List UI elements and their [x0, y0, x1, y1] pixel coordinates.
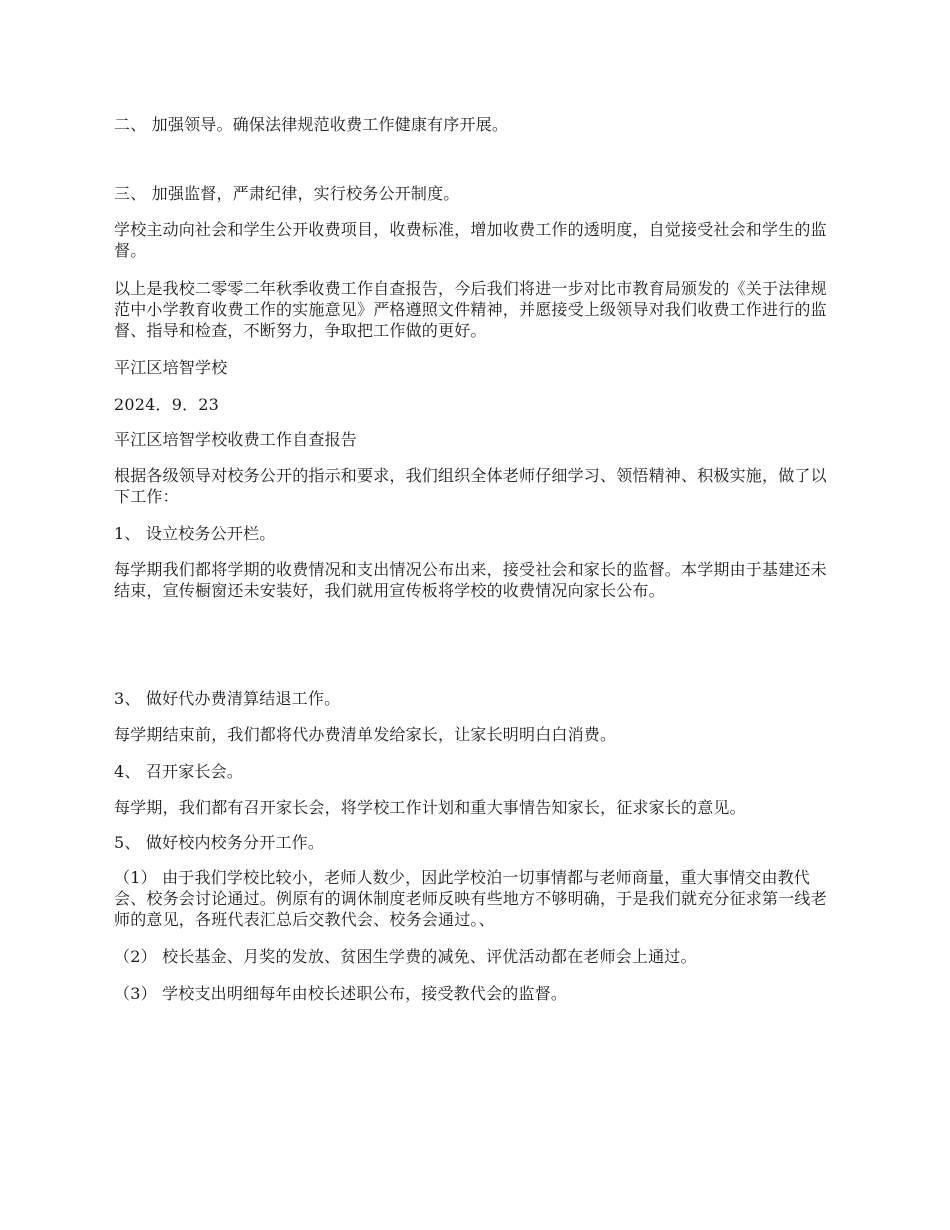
list-heading-3: 3、 做好代办费清算结退工作。	[114, 689, 341, 708]
body-paragraph: 以上是我校二零零二年秋季收费工作自查报告，今后我们将进一步对比市教育局颁发的《关于法律规范中小学教育收费工作的实施意见》严格遵照文件精神，并愿接受上级领导对我们收费工作进行的监督、指导和检查，不断努力，争取把工作做的更好。	[114, 279, 827, 340]
body-paragraph: 根据各级领导对校务公开的指示和要求，我们组织全体老师仔细学习、领悟精神、积极实施，做了以下工作：	[114, 466, 827, 506]
school-name: 平江区培智学校	[114, 358, 228, 377]
list-heading-4: 4、 召开家长会。	[114, 762, 244, 781]
body-paragraph: 学校主动向社会和学生公开收费项目，收费标准，增加收费工作的透明度，自觉接受社会和学生的监督。	[114, 220, 827, 260]
section-heading-2: 二、 加强领导。确保法律规范收费工作健康有序开展。	[114, 115, 509, 134]
body-paragraph: 每学期我们都将学期的收费情况和支出情况公布出来，接受社会和家长的监督。本学期由于基建还未结束，宣传橱窗还未安装好，我们就用宣传板将学校的收费情况向家长公布。	[114, 560, 827, 600]
sub-item-3: （3） 学校支出明细每年由校长述职公布，接受教代会的监督。	[114, 984, 568, 1003]
body-paragraph: 每学期结束前，我们都将代办费清单发给家长，让家长明明白白消费。	[114, 725, 617, 744]
section-heading-3: 三、 加强监督，严肃纪律，实行校务公开制度。	[114, 184, 460, 203]
sub-item-2: （2） 校长基金、月奖的发放、贫困生学费的减免、评优活动都在老师会上通过。	[114, 947, 697, 966]
list-heading-1: 1、 设立校务公开栏。	[114, 524, 276, 543]
report-title: 平江区培智学校收费工作自查报告	[114, 430, 358, 449]
sub-item-1: （1） 由于我们学校比较小，老师人数少，因此学校泊一切事情都与老师商量，重大事情交由教代会、校务会讨论通过。例原有的调休制度老师反映有些地方不够明确，于是我们就充分征求第一线老师的意见，各班代表汇总后交教代会、校务会通过。、	[114, 868, 827, 929]
list-heading-5: 5、 做好校内校务分开工作。	[114, 833, 325, 852]
report-date: 2024．9．23	[114, 395, 220, 414]
body-paragraph: 每学期，我们都有召开家长会，将学校工作计划和重大事情告知家长，征求家长的意见。	[114, 798, 746, 817]
